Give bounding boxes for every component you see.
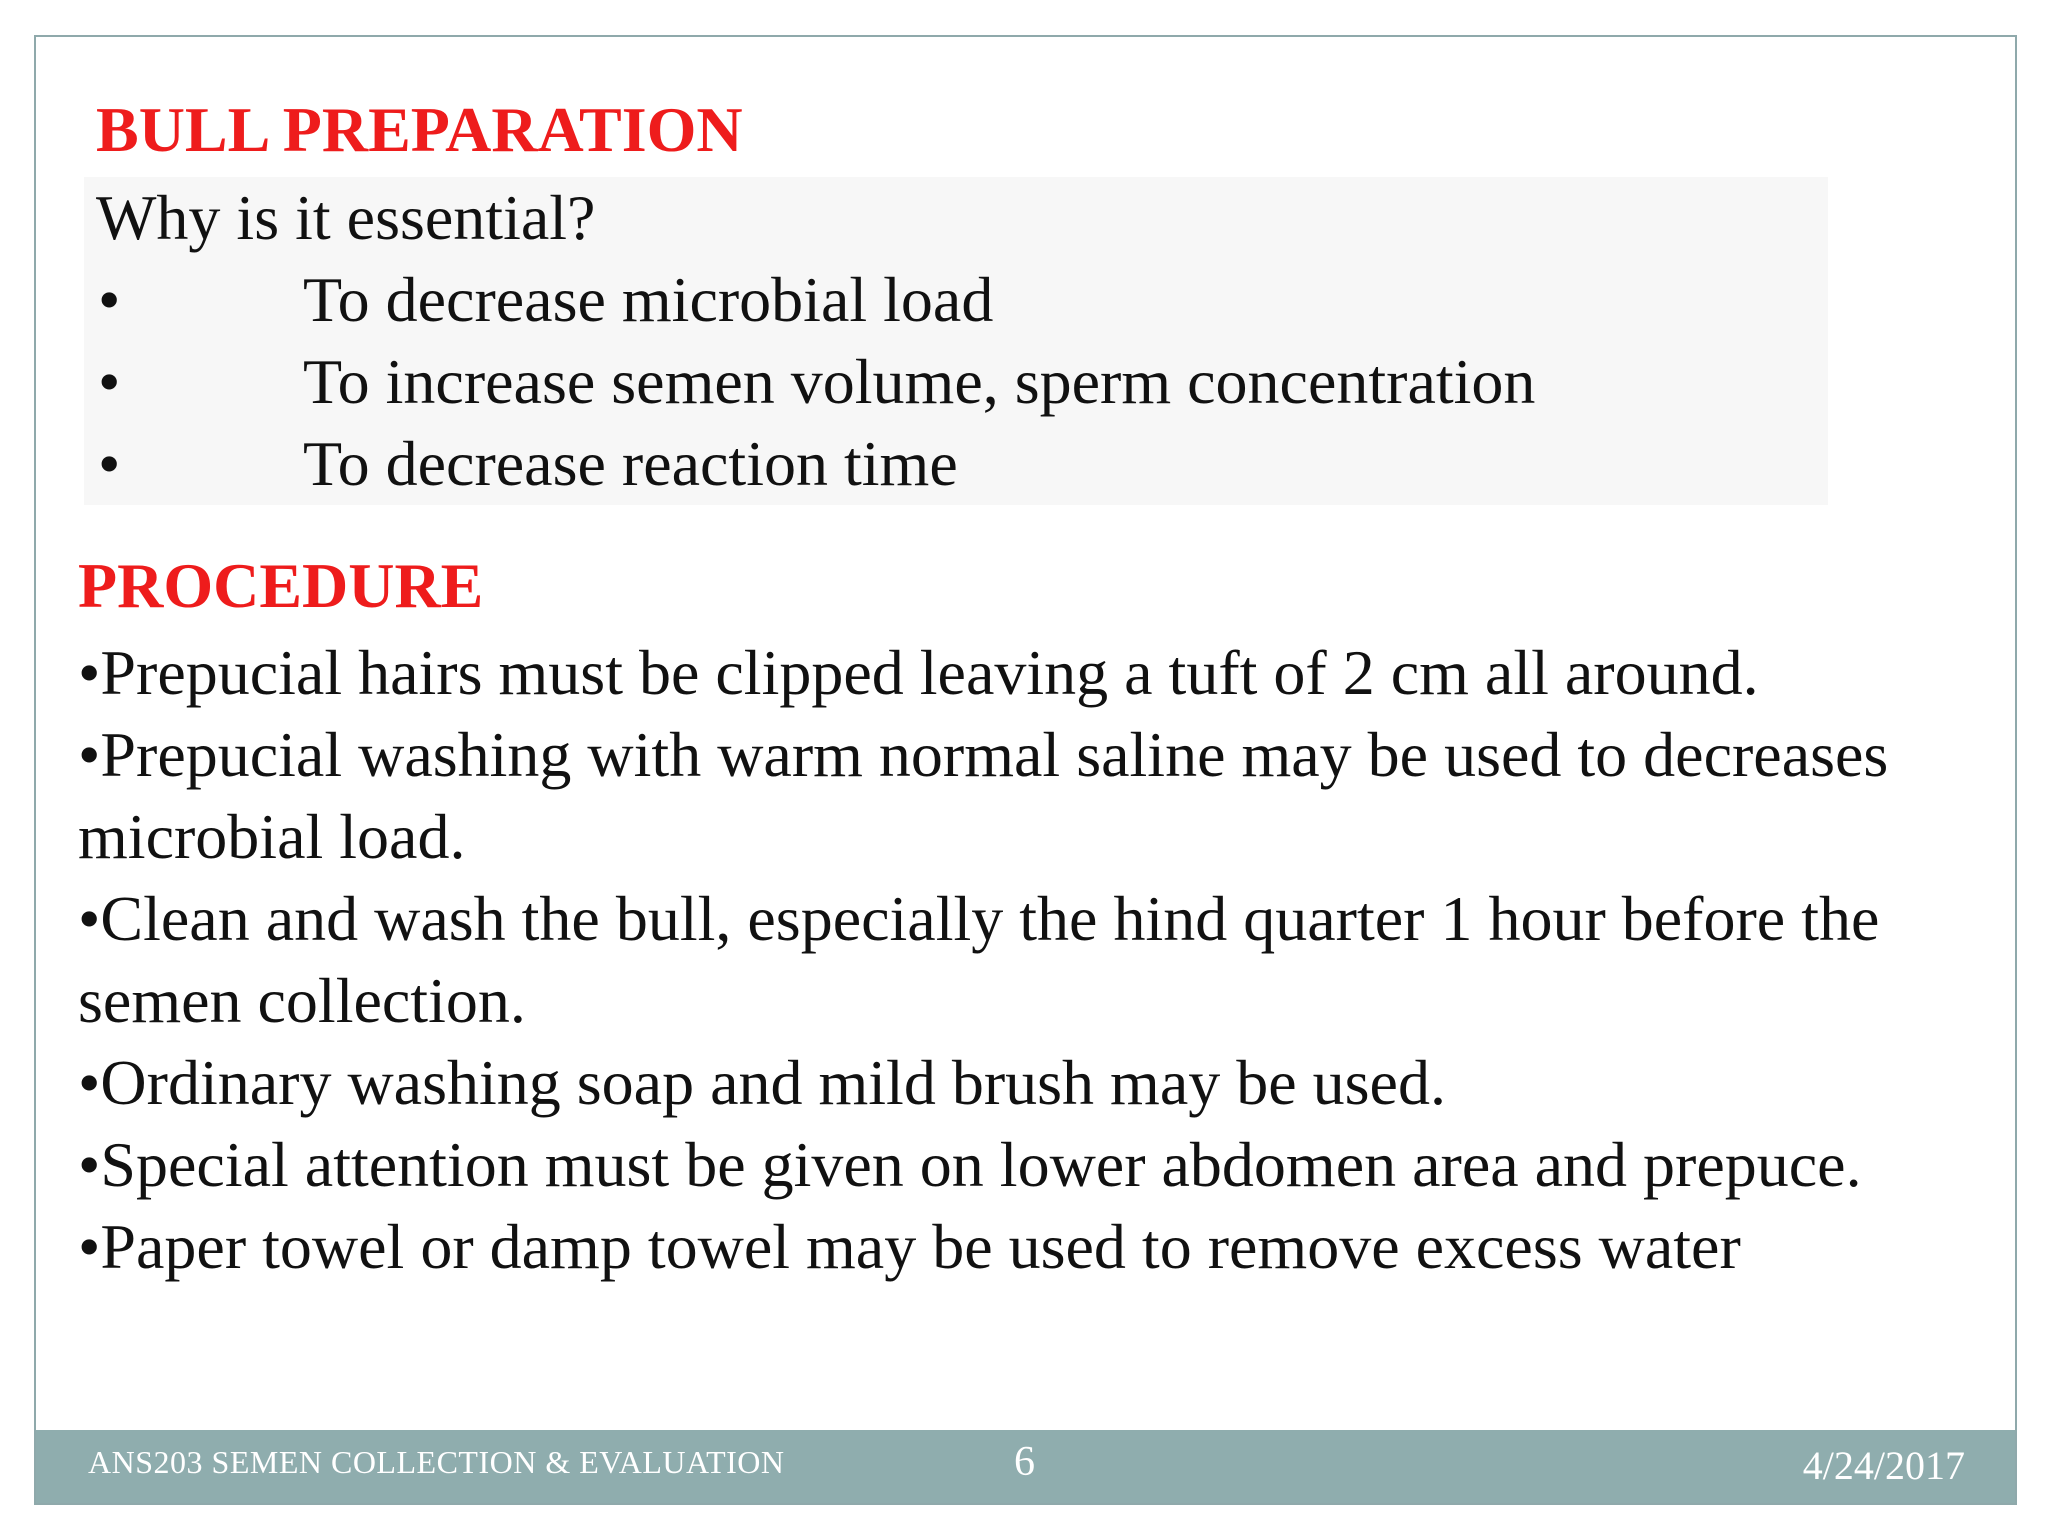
slide [34, 35, 2017, 1505]
procedure-item: •Ordinary washing soap and mild brush may be used. [78, 1047, 1446, 1118]
reason-text: To increase semen volume, sperm concentration [303, 346, 1536, 417]
reason-text: To decrease microbial load [303, 264, 994, 335]
reasons-list [96, 259, 1816, 505]
reason-item [96, 341, 1816, 423]
procedure-item: •Special attention must be given on lower abdomen area and prepuce. [78, 1129, 1862, 1200]
bullet-icon: • [98, 264, 121, 335]
procedure-heading: PROCEDURE [78, 550, 484, 621]
reason-text: To decrease reaction time [303, 428, 958, 499]
why-essential-block [84, 177, 1828, 505]
procedure-item: •Clean and wash the bull, especially the hind quarter 1 hour before the semen collection. [78, 883, 1880, 1036]
bullet-icon: • [98, 428, 121, 499]
procedure-item: •Paper towel or damp towel may be used to remove excess water [78, 1211, 1741, 1282]
question-text: Why is it essential? [96, 182, 596, 253]
procedure-item: •Prepucial washing with warm normal saline may be used to decreases microbial load. [78, 719, 1889, 872]
slide-footer [36, 1430, 2015, 1503]
footer-course-title: ANS203 SEMEN COLLECTION & EVALUATION [88, 1444, 785, 1480]
reason-item [96, 423, 1816, 505]
procedure-item: •Prepucial hairs must be clipped leaving a tuft of 2 cm all around. [78, 637, 1759, 708]
procedure-list [78, 632, 1958, 1288]
footer-date: 4/24/2017 [1802, 1443, 1965, 1488]
bullet-icon: • [98, 346, 121, 417]
reason-item [96, 259, 1816, 341]
footer-page-number: 6 [1014, 1439, 1035, 1485]
slide-title: BULL PREPARATION [96, 94, 743, 165]
